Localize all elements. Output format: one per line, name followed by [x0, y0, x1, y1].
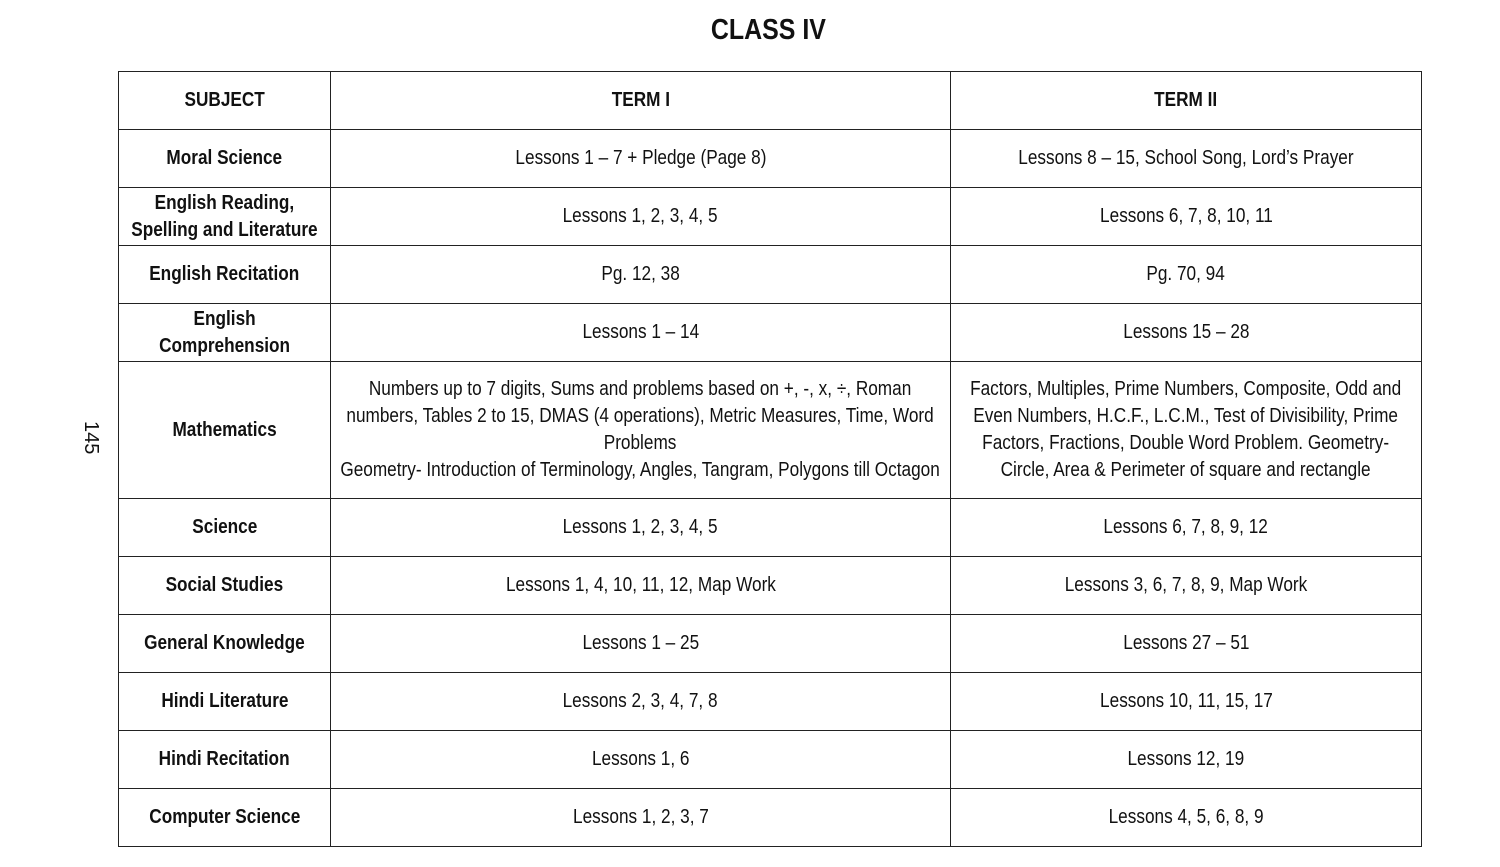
table-row — [119, 499, 1422, 557]
subject-cell: Computer Science — [119, 789, 331, 847]
header-term-2: TERM II — [951, 72, 1422, 130]
subject-cell: English Comprehension — [119, 304, 331, 362]
term-2-cell: Lessons 3, 6, 7, 8, 9, Map Work — [951, 557, 1422, 615]
term-1-cell: Lessons 1, 2, 3, 7 — [331, 789, 951, 847]
term-1-cell: Lessons 1 – 7 + Pledge (Page 8) — [331, 130, 951, 188]
page-number: 145 — [80, 421, 102, 455]
term-2-cell: Lessons 27 – 51 — [951, 615, 1422, 673]
term-1-cell: Lessons 1 – 14 — [331, 304, 951, 362]
subject-cell: English Reading, Spelling and Literature — [119, 188, 331, 246]
term-1-cell: Lessons 1, 2, 3, 4, 5 — [331, 499, 951, 557]
table-row — [119, 246, 1422, 304]
table-row — [119, 615, 1422, 673]
term-1-cell: Lessons 1 – 25 — [331, 615, 951, 673]
term-2-cell: Factors, Multiples, Prime Numbers, Composite, Odd and Even Numbers, H.C.F., L.C.M., Test of Divisibility, Prime Factors, Fractions, Double Word Problem. Geometry- Circle, Area & Perimeter of square and rectangle — [951, 362, 1422, 499]
subject-cell: Science — [119, 499, 331, 557]
subject-cell: General Knowledge — [119, 615, 331, 673]
table-row — [119, 188, 1422, 246]
term-2-cell: Lessons 15 – 28 — [951, 304, 1422, 362]
term-1-cell: Lessons 1, 4, 10, 11, 12, Map Work — [331, 557, 951, 615]
table-row — [119, 130, 1422, 188]
term-1-main-text: Numbers up to 7 digits, Sums and problems based on +, -, x, ÷, Roman numbers, Tables 2 to 15, DMAS (4 operations), Metric Measures, Time, Word Problems — [346, 378, 935, 454]
table-row — [119, 789, 1422, 847]
term-1-cell: Lessons 2, 3, 4, 7, 8 — [331, 673, 951, 731]
table-header-row — [119, 72, 1422, 130]
term-2-cell: Pg. 70, 94 — [951, 246, 1422, 304]
header-subject: SUBJECT — [119, 72, 331, 130]
table-row — [119, 362, 1422, 499]
subject-cell: Moral Science — [119, 130, 331, 188]
subject-cell: Hindi Recitation — [119, 731, 331, 789]
term-1-cell: Lessons 1, 6 — [331, 731, 951, 789]
term-2-cell: Lessons 8 – 15, School Song, Lord’s Prayer — [951, 130, 1422, 188]
table-row — [119, 557, 1422, 615]
subject-cell: Hindi Literature — [119, 673, 331, 731]
term-2-cell: Lessons 6, 7, 8, 9, 12 — [951, 499, 1422, 557]
table-row — [119, 673, 1422, 731]
term-1-cell: Pg. 12, 38 — [331, 246, 951, 304]
term-2-cell: Lessons 6, 7, 8, 10, 11 — [951, 188, 1422, 246]
term-2-cell: Lessons 12, 19 — [951, 731, 1422, 789]
subject-cell: Mathematics — [119, 362, 331, 499]
subject-cell: English Recitation — [119, 246, 331, 304]
table-row — [119, 731, 1422, 789]
term-1-geometry-text: Geometry- Introduction of Terminology, Angles, Tangram, Polygons till Octagon — [340, 459, 941, 481]
term-2-cell: Lessons 4, 5, 6, 8, 9 — [951, 789, 1422, 847]
page-title: CLASS IV — [710, 14, 826, 46]
term-2-cell: Lessons 10, 11, 15, 17 — [951, 673, 1422, 731]
header-term-1: TERM I — [331, 72, 951, 130]
subject-cell: Social Studies — [119, 557, 331, 615]
syllabus-table — [118, 71, 1422, 847]
term-1-cell: Lessons 1, 2, 3, 4, 5 — [331, 188, 951, 246]
table-row — [119, 304, 1422, 362]
term-1-cell — [331, 362, 951, 499]
